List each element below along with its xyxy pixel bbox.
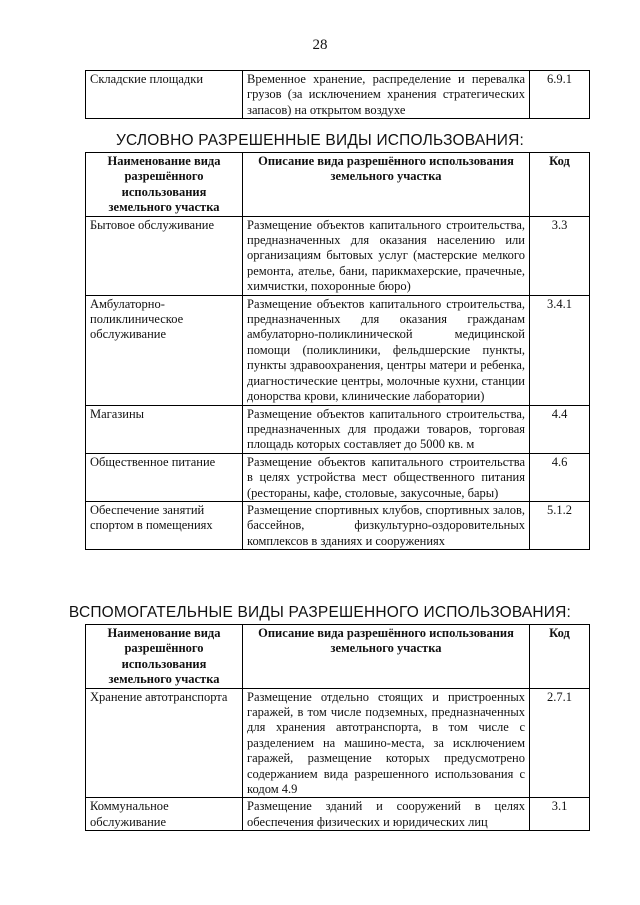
row-name: Коммунальное обслуживание (86, 798, 243, 831)
row-description: Временное хранение, распределение и перевалка грузов (за исключением хранения стратегических запасов) на открытом воздухе (243, 71, 530, 119)
table-row (86, 798, 590, 831)
row-code: 5.1.2 (530, 501, 590, 549)
row-description: Размещение объектов капитального строительства в целях устройства мест общественного питания (рестораны, кафе, столовые, закусочные, бары) (243, 453, 530, 501)
header-name: Наименование вида разрешённого использования земельного участка (86, 625, 243, 689)
row-name: Бытовое обслуживание (86, 216, 243, 295)
header-description: Описание вида разрешённого использования земельного участка (243, 153, 530, 217)
row-description: Размещение объектов капитального строительства, предназначенных для продажи товаров, торговая площадь которых составляет до 5000 кв. м (243, 405, 530, 453)
header-description: Описание вида разрешённого использования земельного участка (243, 625, 530, 689)
table-row (86, 295, 590, 405)
table-row (86, 453, 590, 501)
row-name: Складские площадки (86, 71, 243, 119)
top-table (85, 70, 590, 119)
table-row (86, 688, 590, 798)
row-name: Хранение автотранспорта (86, 688, 243, 798)
row-name: Амбулаторно-поликлиническое обслуживание (86, 295, 243, 405)
row-code: 4.6 (530, 453, 590, 501)
row-description: Размещение отдельно стоящих и пристроенных гаражей, в том числе подземных, предназначенных для хранения автотранспорта, в том числе с разделением на машино-места, за исключением гаражей, размещение которых предусмотрено содержанием вида разрешенного использования с кодом 4.9 (243, 688, 530, 798)
table-row (86, 501, 590, 549)
row-code: 3.3 (530, 216, 590, 295)
row-name: Общественное питание (86, 453, 243, 501)
row-description: Размещение объектов капитального строительства, предназначенных для оказания гражданам амбулаторно-поликлинической медицинской помощи (поликлиники, фельдшерские пункты, пункты здравоохранения, центры матери и ребенка, диагностические центры, молочные кухни, станции донорства крови, клинические лаборатории) (243, 295, 530, 405)
auxiliary-section-title: ВСПОМОГАТЕЛЬНЫЕ ВИДЫ РАЗРЕШЕННОГО ИСПОЛЬЗОВАНИЯ: (68, 604, 572, 621)
page-number: 28 (312, 37, 328, 53)
header-code: Код (530, 625, 590, 689)
table-header-row (86, 625, 590, 689)
row-description: Размещение спортивных клубов, спортивных залов, бассейнов, физкультурно-оздоровительных комплексов в зданиях и сооружениях (243, 501, 530, 549)
header-name: Наименование вида разрешённого использования земельного участка (86, 153, 243, 217)
row-code: 2.7.1 (530, 688, 590, 798)
row-name: Магазины (86, 405, 243, 453)
table-header-row (86, 153, 590, 217)
row-description: Размещение объектов капитального строительства, предназначенных для оказания населению или организациям бытовых услуг (мастерские мелкого ремонта, ателье, бани, парикмахерские, прачечные, химчистки, похоронные бюро) (243, 216, 530, 295)
row-code: 3.1 (530, 798, 590, 831)
row-code: 6.9.1 (530, 71, 590, 119)
conditional-table (85, 152, 590, 550)
table-row (86, 71, 590, 119)
row-code: 3.4.1 (530, 295, 590, 405)
row-code: 4.4 (530, 405, 590, 453)
conditional-section-title: УСЛОВНО РАЗРЕШЕННЫЕ ВИДЫ ИСПОЛЬЗОВАНИЯ: (115, 132, 525, 149)
auxiliary-table (85, 624, 590, 831)
table-row (86, 405, 590, 453)
table-row (86, 216, 590, 295)
header-code: Код (530, 153, 590, 217)
row-name: Обеспечение занятий спортом в помещениях (86, 501, 243, 549)
row-description: Размещение зданий и сооружений в целях обеспечения физических и юридических лиц (243, 798, 530, 831)
